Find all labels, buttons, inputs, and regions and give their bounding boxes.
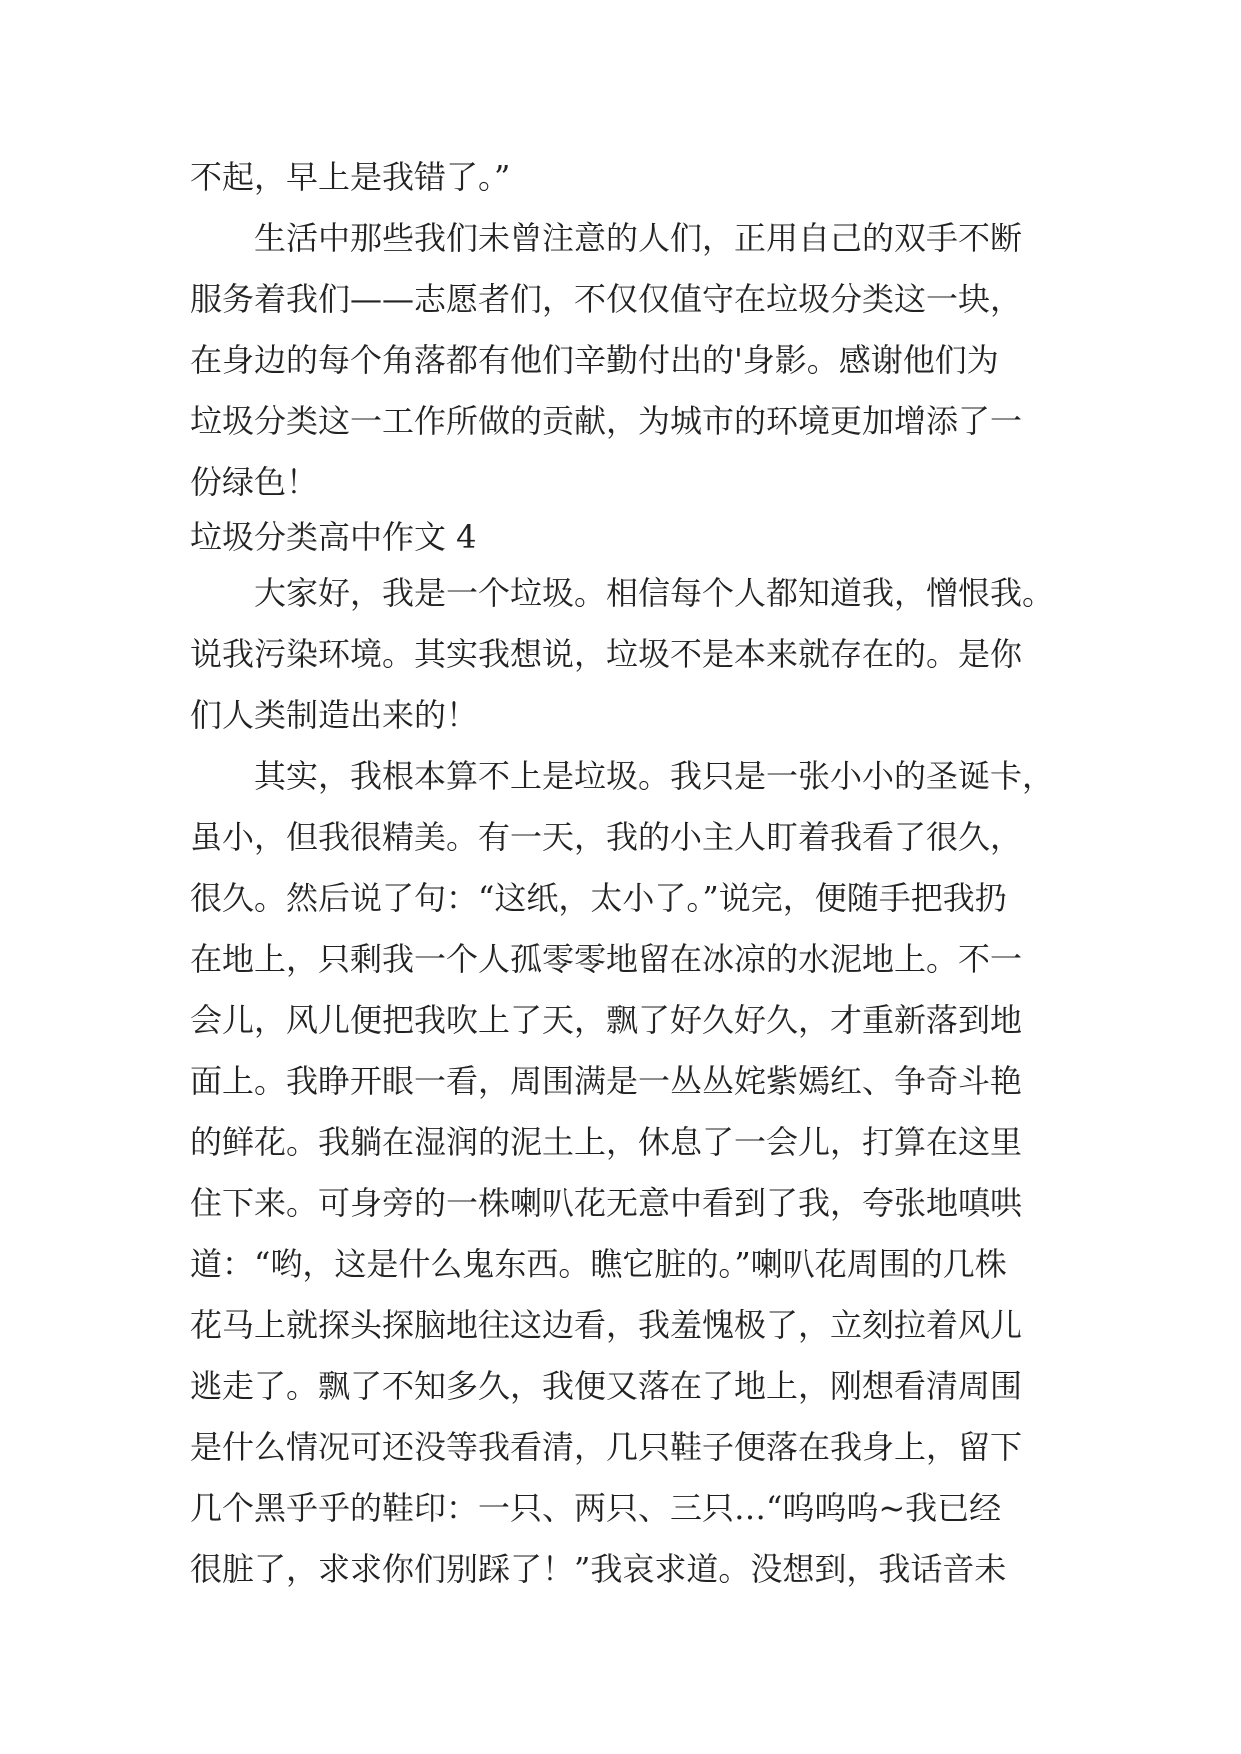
text-line: 道：“哟，这是什么鬼东西。瞧它脏的。”喇叭花周围的几株 [190, 1245, 1007, 1283]
text-line: 很久。然后说了句：“这纸，太小了。”说完，便随手把我扔 [190, 879, 1007, 917]
text-line: 份绿色！ [190, 463, 319, 501]
text-line: 不起，早上是我错了。” [190, 158, 511, 196]
text-line: 虽小，但我很精美。有一天，我的小主人盯着我看了很久， [190, 818, 1023, 856]
text-line: 面上。我睁开眼一看，周围满是一丛丛姹紫嫣红、争奇斗艳 [190, 1062, 1023, 1100]
text-line: 住下来。可身旁的一株喇叭花无意中看到了我，夸张地嗔哄 [190, 1184, 1023, 1222]
section-heading: 垃圾分类高中作文 4 [190, 518, 477, 556]
text-line: 们人类制造出来的！ [190, 696, 479, 734]
text-line: 花马上就探头探脑地往这边看，我羞愧极了，立刻拉着风儿 [190, 1306, 1023, 1344]
text-line: 几个黑乎乎的鞋印：一只、两只、三只…“呜呜呜~我已经 [190, 1489, 1002, 1527]
text-line: 大家好，我是一个垃圾。相信每个人都知道我，憎恨我。 [190, 574, 1055, 612]
text-line: 其实，我根本算不上是垃圾。我只是一张小小的圣诞卡， [190, 757, 1055, 795]
text-line: 在地上，只剩我一个人孤零零地留在冰凉的水泥地上。不一 [190, 940, 1023, 978]
text-line: 服务着我们——志愿者们，不仅仅值守在垃圾分类这一块， [190, 280, 1023, 318]
text-line: 的鲜花。我躺在湿润的泥土上，休息了一会儿，打算在这里 [190, 1123, 1023, 1161]
text-line: 生活中那些我们未曾注意的人们，正用自己的双手不断 [190, 219, 1023, 257]
text-line: 是什么情况可还没等我看清，几只鞋子便落在我身上，留下 [190, 1428, 1023, 1466]
text-line: 会儿，风儿便把我吹上了天，飘了好久好久，才重新落到地 [190, 1001, 1023, 1039]
text-line: 在身边的每个角落都有他们辛勤付出的'身影。感谢他们为 [190, 341, 999, 379]
text-line: 垃圾分类这一工作所做的贡献，为城市的环境更加增添了一 [190, 402, 1023, 440]
text-line: 说我污染环境。其实我想说，垃圾不是本来就存在的。是你 [190, 635, 1023, 673]
text-line: 很脏了，求求你们别踩了！”我哀求道。没想到，我话音未 [190, 1550, 1007, 1588]
text-line: 逃走了。飘了不知多久，我便又落在了地上，刚想看清周围 [190, 1367, 1023, 1405]
